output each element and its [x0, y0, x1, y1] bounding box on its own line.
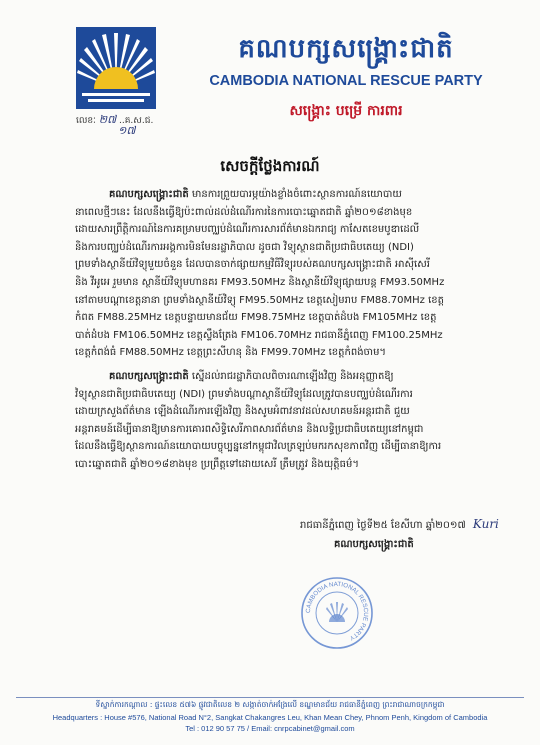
paragraph-1-line: ខេត្តកំពង់ធំ FM88.50MHz ខេត្តព្រះសីហនុ និង FM99.70MHz ខេត្តកំពង់ចាម។	[75, 347, 387, 359]
paragraph-2-lead: គណបក្សសង្គ្រោះជាតិ	[109, 370, 189, 382]
signatory-name: គណបក្សសង្គ្រោះជាតិ	[334, 539, 414, 550]
paragraph-2-line: ដោយក្រសួងព័ត៌មាន ឡើងដំណើរការឡើងវិញ និងសូមអំពាវនាវដល់សហគមន៍អន្តរជាតិ ជួយ	[75, 406, 410, 418]
date-text: រាជធានីភ្នំពេញ ថ្ងៃទី២៥ ខែសីហា ឆ្នាំ២០១៧	[300, 520, 466, 531]
paragraph-2	[75, 368, 485, 474]
paragraph-1-line: និងការបញ្ឈប់ដំណើរការអង្គការមិនមែនរដ្ឋាភិបាល ដូចជា វិទ្យុស្ថានជាតិប្រជាធិបតេយ្យ (NDI)	[75, 241, 414, 253]
paragraph-2-line: វិទ្យុស្ថានជាតិប្រជាធិបតេយ្យ (NDI) ព្រមទាំងបណ្តាស្ថានីយ៍វិទ្យុដែលត្រូវបានបញ្ឈប់ដំណើរការ	[75, 388, 413, 400]
paragraph-2-line: បោះឆ្នោតជាតិ ឆ្នាំ២០១៨ខាងមុខ ប្រព្រឹត្តទៅដោយសេរី ត្រឹមត្រូវ និងយុត្តិធម៌។	[75, 458, 359, 470]
paragraph-2-line: អន្តរាគមន៍ដើម្បីធានាឱ្យមានការគោរពសិទ្ធិសេរីភាពសារព័ត៌មាន និងលទ្ធិប្រជាធិបតេយ្យនៅកម្ពុជា	[75, 423, 424, 435]
party-stamp	[300, 576, 374, 650]
reference-label: លេខៈ	[76, 116, 96, 126]
footer-contact: Tel : 012 90 57 75 / Email: cnrpcabinet@gmail.com	[185, 724, 355, 733]
footer-divider	[16, 697, 524, 698]
paragraph-1-line-1: គណបក្សសង្គ្រោះជាតិ មានការព្រួយបារម្ភយ៉ាងខ្លាំងចំពោះស្ថានការណ៍នយោបាយ	[109, 189, 402, 200]
paragraph-1-line: បាត់ដំបង FM106.50MHz ខេត្តស្ទឹងត្រែង FM106.70MHz រាជធានីភ្នំពេញ FM100.25MHz	[75, 329, 443, 341]
party-name-khmer: គណបក្សសង្គ្រោះជាតិ	[238, 34, 454, 64]
paragraph-1-line: នាពេលថ្មីៗនេះ ដែលនឹងធ្វើឱ្យប៉ះពាល់ដល់ដំណើរការនៃការបោះឆ្នោតជាតិ ឆ្នាំ២០១៨ខាងមុខ	[75, 206, 413, 218]
stamp-seal-icon	[300, 576, 374, 650]
footer-address-khmer: ទីស្នាក់ការកណ្តាល : ផ្ទះលេខ ៥៧៦ ផ្លូវជាតិលេខ ២ សង្កាត់ចាក់អង្រែលើ ខណ្ឌមានជ័យ រាជធានីភ្នំពេញ ព្រះរាជាណាចក្រកម្ពុជា	[95, 700, 445, 709]
paragraph-1-line: និង វីអូអេ រួមមាន ស្ថានីយ៍វិទ្យុមហានគរ FM93.50MHz និងស្ថានីយ៍វិទ្យុផ្សាយបន្ត FM93.50MHz	[75, 276, 445, 288]
statement-body	[75, 186, 485, 480]
party-motto: សង្គ្រោះ បម្រើ ការពារ	[289, 103, 403, 119]
reference-line	[76, 113, 153, 129]
paragraph-1-line: ព្រមទាំងស្ថានីយ៍វិទ្យុមួយចំនួន ដែលបានចាក់ផ្សាយកម្មវិធីវិទ្យុរបស់គណបក្សសង្គ្រោះជាតិ អាស៊ីសេរី	[75, 259, 430, 271]
paragraph-1-lead: គណបក្សសង្គ្រោះជាតិ	[109, 189, 189, 200]
reference-number: ១៧	[118, 124, 136, 137]
footer-address-english: Headquarters : House #576, National Road N°2, Sangkat Chakangres Leu, Khan Mean Chey, Phnom Penh, Kingdom of Cambodia	[52, 713, 488, 722]
date-line	[300, 517, 500, 533]
party-name-english: CAMBODIA NATIONAL RESCUE PARTY	[209, 73, 483, 89]
reference-suffix: ..គ.ស.ជ.	[119, 116, 154, 126]
reference-value: ២៧	[98, 113, 117, 126]
signature-mark: Kuri	[472, 517, 499, 531]
paragraph-1-line: កំពត FM88.25MHz ខេត្តបន្ទាយមានជ័យ FM98.75MHz ខេត្តបាត់ដំបង FM105MHz ខេត្ត	[75, 312, 437, 324]
rising-sun-logo-icon	[76, 27, 156, 109]
paragraph-1-line: ដោយសារព្រឹត្តិការណ៍នៃការគម្រាមបញ្ឈប់ដំណើរការសារព័ត៌មានឯករាជ្យ កាសែតខេមបូឌាដេលី	[75, 224, 420, 236]
paragraph-2-line: ដែលនឹងធ្វើឱ្យស្ថានការណ៍នយោបាយបច្ចុប្បន្ននៅកម្ពុជាវិលត្រឡប់មករកសុខភាពវិញ ដើម្បីធានាឱ្យការ	[75, 441, 442, 453]
paragraph-1	[75, 186, 485, 362]
stamp-ring-text: CAMBODIA NATIONAL RESCUE PARTY	[304, 580, 370, 642]
paragraph-1-line: នៅតាមបណ្តាខេត្តនានា ព្រមទាំងស្ថានីយ៍វិទ្យុ FM95.50MHz ខេត្តសៀមរាប FM88.70MHz ខេត្ត	[75, 294, 444, 306]
party-logo	[76, 27, 156, 109]
document-title: សេចក្តីថ្លែងការណ៍	[220, 157, 320, 175]
paragraph-2-line-1: គណបក្សសង្គ្រោះជាតិ ស្នើដល់រាជរដ្ឋាភិបាលពិចារណាឡើងវិញ និងអនុញ្ញាតឱ្យ	[109, 370, 394, 382]
